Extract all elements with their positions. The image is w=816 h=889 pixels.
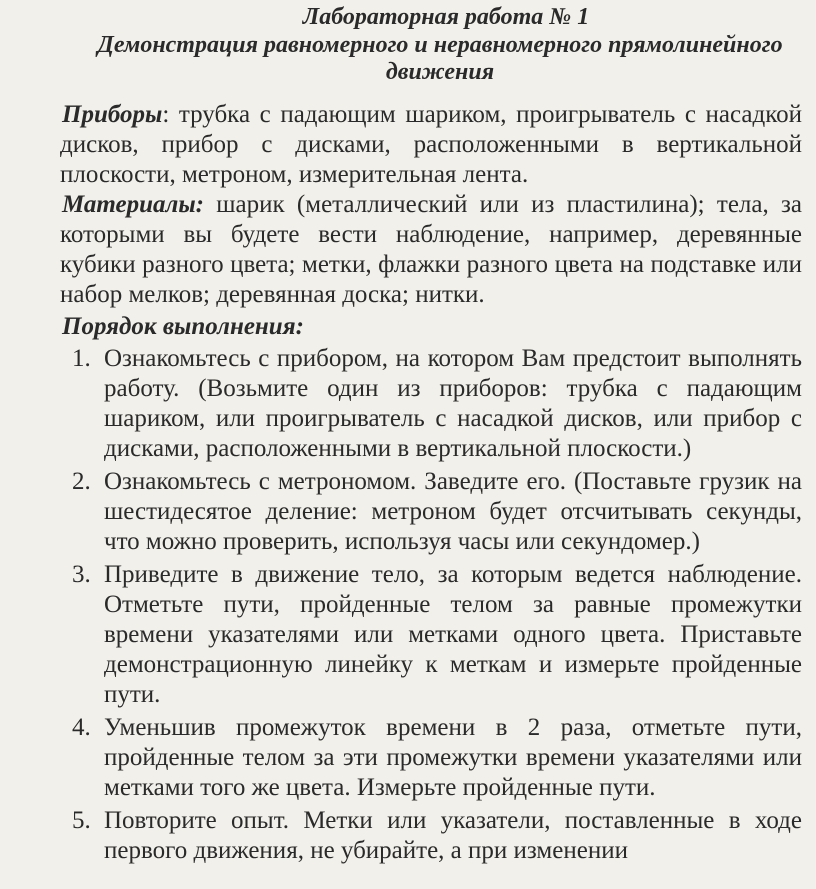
- step-text: Ознакомьтесь с метрономом. Заведите его. (Поставьте грузик на шестидесятое деление: метроном будет отсчитывать секунды, что можно проверить, используя часы или секундомер.): [104, 468, 802, 555]
- step-number: 1.: [72, 345, 91, 372]
- materials-label: Материалы:: [62, 191, 204, 218]
- materials-text: шарик (металлический или из пластилина); тела, за которыми вы будете вести наблюдение, например, деревянные кубики разного цвета; метки, флажки разного цвета на подставке или набор мелков; деревянная доска; нитки.: [60, 191, 802, 308]
- step-text: Повторите опыт. Метки или указатели, поставленные в ходе первого движения, не убирайте, а при изменении: [104, 807, 802, 864]
- procedure-step: [60, 467, 802, 557]
- procedure-steps-list: [60, 344, 802, 866]
- procedure-step: [60, 344, 802, 464]
- step-number: 2.: [72, 468, 91, 495]
- procedure-step: [60, 806, 802, 866]
- equipment-paragraph: [60, 100, 802, 190]
- equipment-label: Приборы: [62, 101, 163, 128]
- step-text: Ознакомьтесь с прибором, на котором Вам предстоит выполнять работу. (Возьмите один из приборов: трубка с падающим шариком, или проигрыватель с насадкой дисков, или прибор с дисками, расположенными в вертикальной плоскости.): [104, 345, 802, 462]
- materials-paragraph: [60, 190, 802, 310]
- procedure-step: [60, 560, 802, 710]
- step-text: Приведите в движение тело, за которым ведется наблюдение. Отметьте пути, пройденные телом за равные промежутки времени указателями или метками одного цвета. Приставьте демонстрационную линейку к меткам и измерьте пройденные пути.: [104, 561, 802, 708]
- document-title: Лабораторная работа № 1: [302, 4, 590, 30]
- document-subtitle: Демонстрация равномерного и неравномерного прямолинейного движения: [97, 32, 783, 85]
- step-number: 3.: [72, 561, 91, 588]
- equipment-text: : трубка с падающим шариком, проигрыватель с насадкой дисков, прибор с дисками, расположенными в вертикальной плоскости, метроном, измерительная лента.: [60, 101, 802, 188]
- step-number: 4.: [72, 714, 91, 741]
- procedure-step: [60, 713, 802, 803]
- step-number: 5.: [72, 807, 91, 834]
- step-text: Уменьшив промежуток времени в 2 раза, отметьте пути, пройденные телом за эти промежутки времени указателями или метками того же цвета. Измерьте пройденные пути.: [104, 714, 802, 801]
- procedure-label: Порядок выполнения:: [62, 313, 304, 340]
